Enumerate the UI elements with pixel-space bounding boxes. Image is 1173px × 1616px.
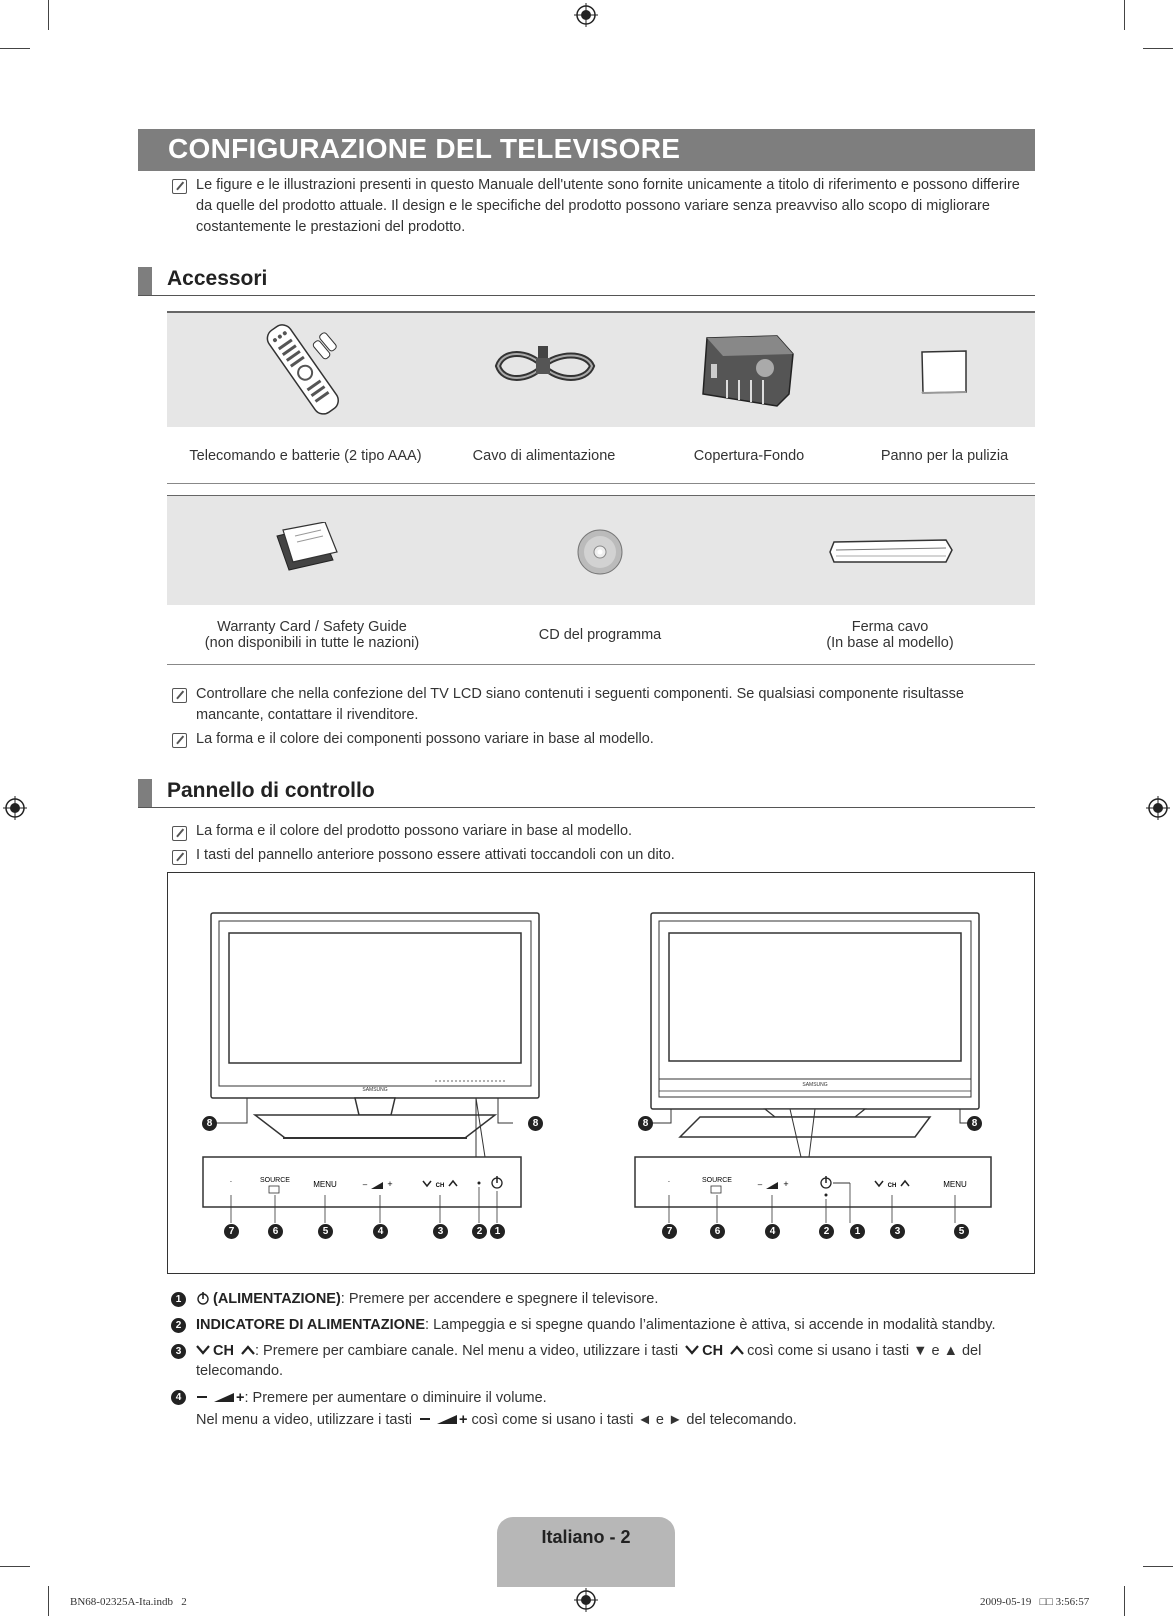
callout-6: 6 bbox=[710, 1224, 725, 1239]
callout-6: 6 bbox=[268, 1224, 283, 1239]
callout-8: 8 bbox=[638, 1116, 653, 1131]
section-title: Accessori bbox=[167, 267, 268, 290]
svg-text:MENU: MENU bbox=[313, 1180, 337, 1189]
divider bbox=[167, 664, 1035, 665]
chevron-down-icon bbox=[196, 1345, 210, 1355]
description-volume: +: Premere per aumentare o diminuire il volume. Nel menu a video, utilizzare i tasti + così come si usano i tasti ◄ e ► del telecomando. bbox=[196, 1390, 797, 1428]
crop-mark bbox=[48, 0, 49, 30]
callout-2: 2 bbox=[472, 1224, 487, 1239]
cleaning-cloth-icon bbox=[918, 348, 970, 396]
cd-icon bbox=[576, 528, 624, 576]
note-icon bbox=[172, 850, 187, 865]
callout-8: 8 bbox=[528, 1116, 543, 1131]
accessory-label: Ferma cavo (In base al modello) bbox=[826, 619, 954, 651]
note-icon bbox=[172, 688, 187, 703]
callout-2: 2 bbox=[819, 1224, 834, 1239]
description-channel: CH : Premere per cambiare canale. Nel menu a video, utilizzare i tasti CH così come si usano i tasti ▼ e ▲ del telecomando. bbox=[196, 1343, 982, 1379]
svg-text:SAMSUNG: SAMSUNG bbox=[802, 1082, 828, 1088]
svg-text:–: – bbox=[757, 1180, 763, 1189]
callout-4: 4 bbox=[373, 1224, 388, 1239]
chevron-up-icon bbox=[241, 1345, 255, 1355]
callout-8: 8 bbox=[202, 1116, 217, 1131]
registration-mark-icon bbox=[574, 3, 598, 27]
crop-mark bbox=[0, 1566, 30, 1567]
registration-mark-icon bbox=[1146, 796, 1170, 820]
crop-mark bbox=[0, 48, 30, 49]
svg-text:·: · bbox=[667, 1177, 671, 1186]
volume-icon bbox=[196, 1391, 236, 1403]
crop-mark bbox=[1124, 1586, 1125, 1616]
section-heading-pannello bbox=[138, 777, 1035, 808]
svg-text:SOURCE: SOURCE bbox=[260, 1177, 290, 1184]
section-heading-accessori bbox=[138, 265, 1035, 296]
callout-1: 1 bbox=[850, 1224, 865, 1239]
power-cord-icon bbox=[488, 344, 600, 390]
note-icon bbox=[172, 733, 187, 748]
desc-number: 2 bbox=[171, 1318, 186, 1333]
accessory-note: La forma e il colore dei componenti possono variare in base al modello. bbox=[196, 731, 654, 747]
svg-text:+: + bbox=[387, 1179, 393, 1189]
callout-5: 5 bbox=[954, 1224, 969, 1239]
crop-mark bbox=[1124, 0, 1125, 30]
crop-mark bbox=[48, 1586, 49, 1616]
accessory-note: Controllare che nella confezione del TV LCD siano contenuti i seguenti componenti. Se qualsiasi componente risultasse mancante, contattare il rivenditore. bbox=[196, 686, 964, 723]
crop-mark bbox=[1143, 1566, 1173, 1567]
page-number-tab bbox=[497, 1517, 675, 1587]
tv-diagram-right bbox=[625, 905, 1005, 1235]
svg-text:SOURCE: SOURCE bbox=[702, 1177, 732, 1184]
crop-mark bbox=[1143, 48, 1173, 49]
accessory-label: Warranty Card / Safety Guide (non disponibili in tutte le nazioni) bbox=[204, 619, 420, 651]
svg-text:+: + bbox=[783, 1179, 789, 1189]
callout-7: 7 bbox=[224, 1224, 239, 1239]
page-number: Italiano - 2 bbox=[541, 1527, 631, 1547]
page-title: CONFIGURAZIONE DEL TELEVISORE bbox=[168, 133, 681, 164]
cover-bottom-icon bbox=[697, 334, 799, 409]
svg-text:MENU: MENU bbox=[943, 1180, 967, 1189]
callout-1: 1 bbox=[490, 1224, 505, 1239]
divider bbox=[167, 483, 1035, 484]
section-title: Pannello di controllo bbox=[167, 779, 375, 802]
desc-number: 1 bbox=[171, 1292, 186, 1307]
callout-7: 7 bbox=[662, 1224, 677, 1239]
print-datetime: 2009-05-19 □□ 3:56:57 bbox=[980, 1596, 1090, 1608]
power-icon bbox=[196, 1291, 210, 1305]
callout-4: 4 bbox=[765, 1224, 780, 1239]
svg-text:CH: CH bbox=[887, 1183, 897, 1189]
remote-control-icon bbox=[250, 318, 355, 423]
accessory-label: CD del programma bbox=[538, 627, 662, 643]
chevron-up-icon bbox=[730, 1345, 744, 1355]
tv-diagram-left bbox=[195, 905, 555, 1235]
title-bar bbox=[138, 129, 1035, 171]
brand-label: SAMSUNG bbox=[362, 1087, 388, 1093]
desc-number: 4 bbox=[171, 1390, 186, 1405]
svg-text:CH: CH bbox=[435, 1183, 445, 1189]
description-indicator: INDICATORE DI ALIMENTAZIONE: Lampeggia e si spegne quando l’alimentazione è attiva, si accende in modalità standby. bbox=[196, 1317, 996, 1333]
accessory-label: Panno per la pulizia bbox=[880, 448, 1009, 464]
chevron-down-icon bbox=[685, 1345, 699, 1355]
callout-8: 8 bbox=[967, 1116, 982, 1131]
note-icon bbox=[172, 179, 187, 194]
svg-text:–: – bbox=[362, 1180, 368, 1189]
svg-text:·: · bbox=[229, 1177, 233, 1186]
desc-number: 3 bbox=[171, 1344, 186, 1359]
callout-3: 3 bbox=[890, 1224, 905, 1239]
panel-note: La forma e il colore del prodotto possono variare in base al modello. bbox=[196, 823, 633, 839]
warranty-card-icon bbox=[275, 522, 341, 572]
note-icon bbox=[172, 826, 187, 841]
file-name: BN68-02325A-Ita.indb 2 bbox=[70, 1596, 187, 1608]
callout-5: 5 bbox=[318, 1224, 333, 1239]
accessory-label: Copertura-Fondo bbox=[693, 448, 805, 464]
registration-mark-icon bbox=[3, 796, 27, 820]
accessory-label: Cavo di alimentazione bbox=[472, 448, 616, 464]
cable-holder-icon bbox=[828, 536, 954, 566]
callout-3: 3 bbox=[433, 1224, 448, 1239]
accessory-label: Telecomando e batterie (2 tipo AAA) bbox=[189, 448, 422, 464]
volume-icon bbox=[419, 1413, 459, 1425]
registration-mark-icon bbox=[574, 1588, 598, 1612]
description-power: (ALIMENTAZIONE): Premere per accendere e spegnere il televisore. bbox=[196, 1289, 1036, 1309]
panel-note: I tasti del pannello anteriore possono essere attivati toccandoli con un dito. bbox=[196, 847, 675, 863]
intro-note: Le figure e le illustrazioni presenti in questo Manuale dell'utente sono fornite unicamente a titolo di riferimento e possono differire da quelle del prodotto attuale. Il design e le specifiche del prodotto possono variare senza preavviso allo scopo di migliorare costantemente le prestazioni del prodotto. bbox=[196, 177, 1020, 235]
